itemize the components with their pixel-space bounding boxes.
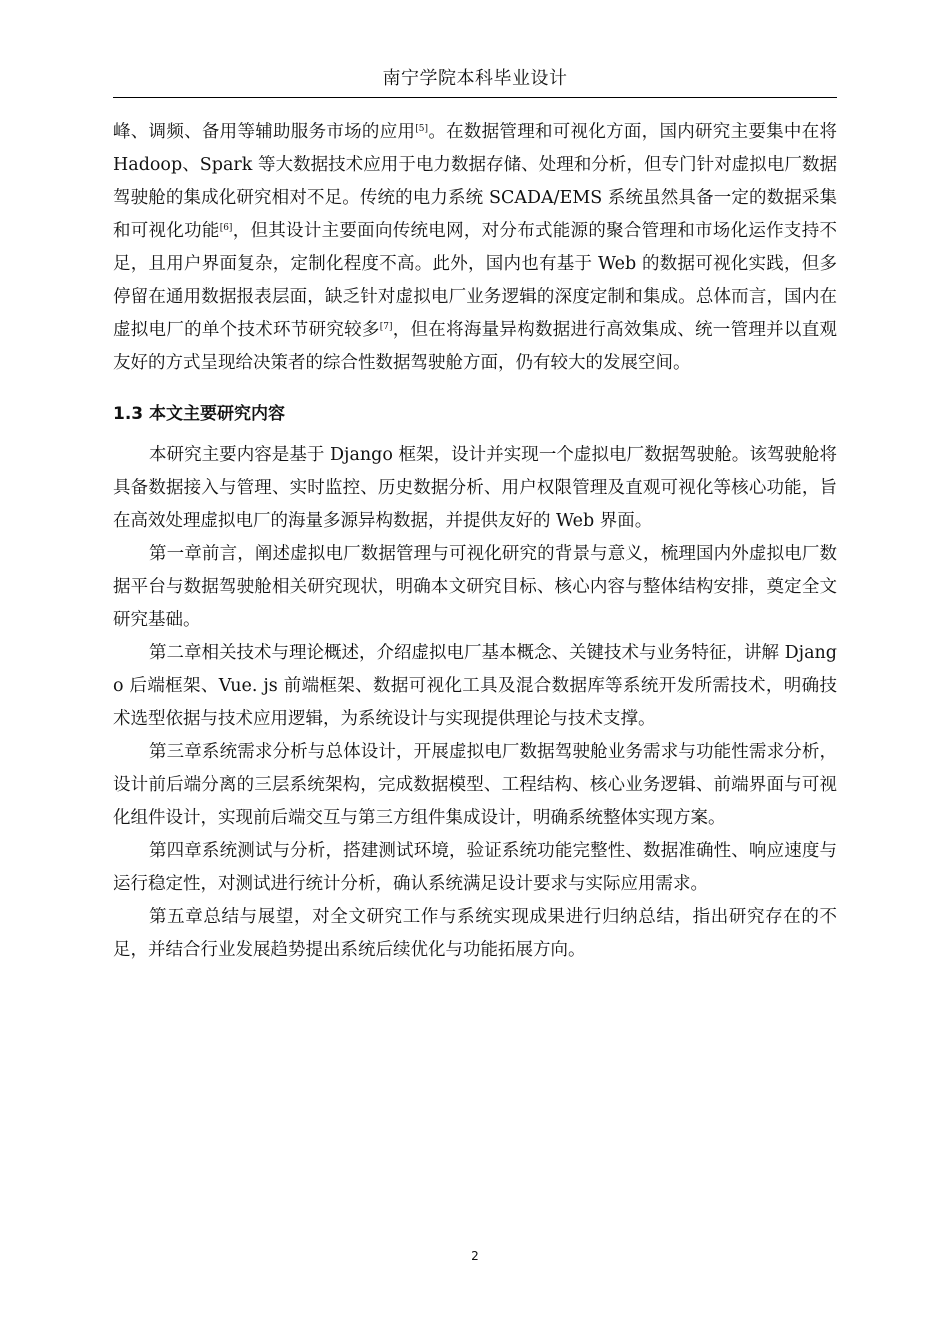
citation-6[interactable]: [6]	[219, 223, 233, 233]
page-number: 2	[471, 1249, 479, 1263]
content-paragraph-chapter-4: 第四章系统测试与分析，搭建测试环境，验证系统功能完整性、数据准确性、响应速度与运行稳定性，对测试进行统计分析，确认系统满足设计要求与实际应用需求。	[113, 841, 837, 894]
content-paragraph-chapter-5: 第五章总结与展望，对全文研究工作与系统实现成果进行归纳总结，指出研究存在的不足，并结合行业发展趋势提出系统后续优化与功能拓展方向。	[113, 907, 837, 960]
intro-text-3: ，但其设计主要面向传统电网，对分布式能源的聚合管理和市场化运作支持不足，且用户界面复杂，定制化程度不高。此外，国内也有基于 Web 的数据可视化实践，但多停留在通用数据报表层面，缺乏针对虚拟电厂业务逻辑的深度定制和集成。总体而言，国内在虚拟电厂的单个技术环节研究较多	[113, 221, 837, 340]
page-body	[113, 116, 837, 967]
intro-text-2: 。在数据管理和可视化方面，国内研究主要集中在将 Hadoop、Spark 等大数据技术应用于电力数据存储、处理和分析，但专门针对虚拟电厂数据驾驶舱的集成化研究相对不足。传统的电力系统 SCADA/EMS 系统虽然具备一定的数据采集和可视化功能	[113, 122, 837, 241]
page-header-title: 南宁学院本科毕业设计	[382, 68, 568, 89]
content-paragraph-chapter-2: 第二章相关技术与理论概述，介绍虚拟电厂基本概念、关键技术与业务特征，讲解 Django 后端框架、Vue. js 前端框架、数据可视化工具及混合数据库等系统开发所需技术，明确技术选型依据与技术应用逻辑，为系统设计与实现提供理论与技术支撑。	[113, 643, 837, 729]
content-paragraph-chapter-1: 第一章前言，阐述虚拟电厂数据管理与可视化研究的背景与意义，梳理国内外虚拟电厂数据平台与数据驾驶舱相关研究现状，明确本文研究目标、核心内容与整体结构安排，奠定全文研究基础。	[113, 544, 837, 630]
intro-paragraph	[113, 116, 837, 380]
citation-5[interactable]: [5]	[415, 124, 429, 134]
citation-7[interactable]: [7]	[379, 322, 393, 332]
section-heading: 1.3 本文主要研究内容	[113, 404, 286, 424]
intro-text-4: ，但在将海量异构数据进行高效集成、统一管理并以直观友好的方式呈现给决策者的综合性数据驾驶舱方面，仍有较大的发展空间。	[113, 320, 837, 373]
header-divider	[113, 97, 837, 98]
content-paragraph-chapter-3: 第三章系统需求分析与总体设计，开展虚拟电厂数据驾驶舱业务需求与功能性需求分析，设计前后端分离的三层系统架构，完成数据模型、工程结构、核心业务逻辑、前端界面与可视化组件设计，实现前后端交互与第三方组件集成设计，明确系统整体实现方案。	[113, 742, 837, 828]
intro-text-1: 峰、调频、备用等辅助服务市场的应用	[113, 122, 416, 142]
content-paragraph-research: 本研究主要内容是基于 Django 框架，设计并实现一个虚拟电厂数据驾驶舱。该驾驶舱将具备数据接入与管理、实时监控、历史数据分析、用户权限管理及直观可视化等核心功能，旨在高效处理虚拟电厂的海量多源异构数据，并提供友好的 Web 界面。	[113, 445, 837, 531]
